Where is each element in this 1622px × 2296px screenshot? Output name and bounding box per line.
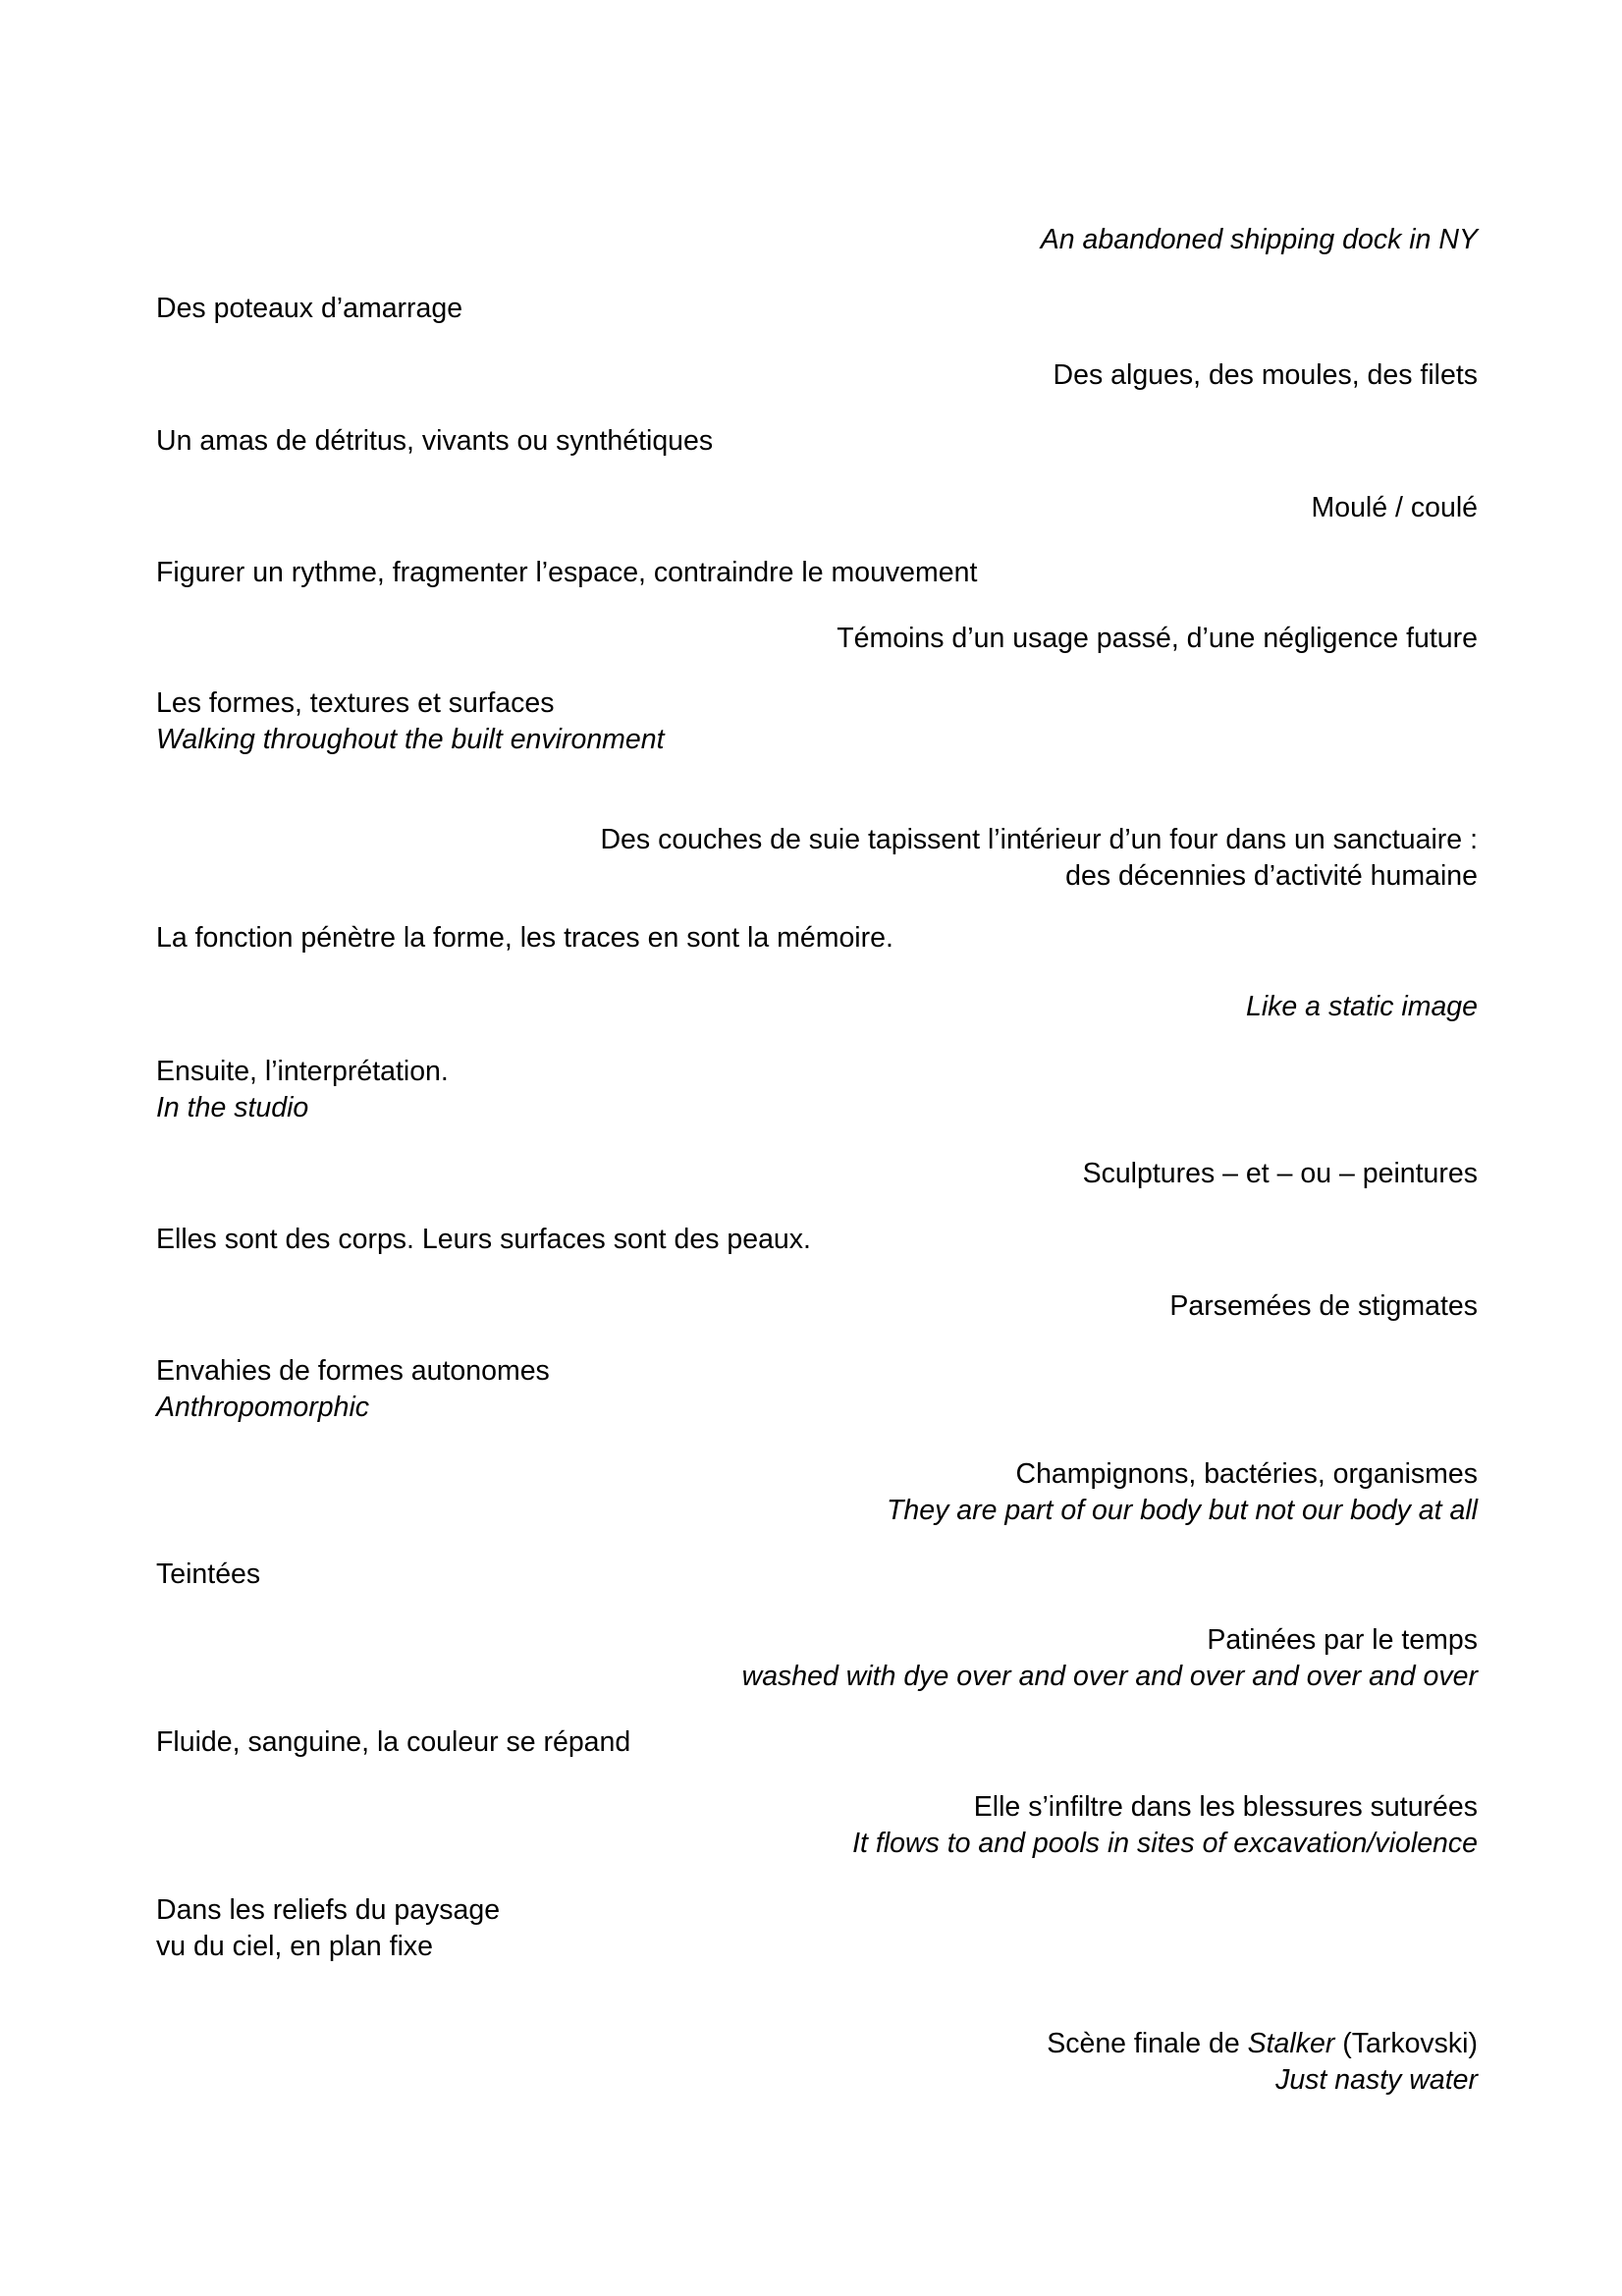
text-line: Like a static image [1245,991,1478,1022]
text-line: Champignons, bactéries, organismes [1015,1458,1478,1490]
text-line: La fonction pénètre la forme, les traces en sont la mémoire. [156,922,893,954]
text-line: An abandoned shipping dock in NY [1040,224,1478,255]
film-title: Stalker [1247,2028,1335,2059]
text-block [156,1222,811,1258]
text-block [1054,357,1478,394]
text-block [1047,2026,1478,2099]
text-line: Figurer un rythme, fragmenter l’espace, contraindre le mouvement [156,557,978,588]
text-block [156,555,977,591]
text-block [887,1456,1478,1529]
text-block [1041,222,1478,258]
text-block [156,291,462,327]
text-line: Des couches de suie tapissent l’intérieur d’un four dans un sanctuaire : [600,824,1478,855]
text-block [837,621,1478,657]
text-block [742,1622,1478,1695]
text-line: Walking throughout the built environment [156,724,665,755]
text-line: Patinées par le temps [1207,1624,1478,1656]
text-block [1246,989,1478,1025]
text-line: They are part of our body but not our body at all [886,1495,1478,1526]
text-line: des décennies d’activité humaine [1065,860,1478,892]
text-block [156,423,713,460]
text-line: It flows to and pools in sites of excavation/violence [852,1828,1478,1859]
text-line: Sculptures – et – ou – peintures [1082,1158,1478,1189]
text-line: In the studio [156,1092,309,1123]
text-block [852,1789,1478,1862]
text-block [1083,1156,1478,1192]
text-block [156,1892,500,1965]
text-block [156,1054,449,1126]
text-line: Elles sont des corps. Leurs surfaces sont des peaux. [156,1224,811,1255]
text-line: washed with dye over and over and over and over and over [741,1661,1478,1692]
text-line: Des algues, des moules, des filets [1053,359,1478,391]
text-line: Un amas de détritus, vivants ou synthétiques [156,425,714,457]
text-block [156,1557,260,1593]
text-block [1311,490,1478,526]
text-line: Dans les reliefs du paysage [156,1894,501,1926]
text-block [600,822,1478,895]
text-line [1047,2026,1478,2062]
text-block [1169,1288,1478,1325]
text-line: Just nasty water [1275,2064,1478,2096]
text-line: Fluide, sanguine, la couleur se répand [156,1726,631,1758]
text-line: Parsemées de stigmates [1169,1290,1478,1322]
text-line: Les formes, textures et surfaces [156,687,555,719]
text-line: Moulé / coulé [1311,492,1478,523]
text-line: Des poteaux d’amarrage [156,293,463,324]
text-line: Elle s’infiltre dans les blessures suturées [973,1791,1478,1823]
text-block [156,685,665,758]
text-block [156,1353,550,1426]
text-line: Ensuite, l’interprétation. [156,1056,449,1087]
text-segment: Scène finale de [1047,2028,1248,2059]
text-line: vu du ciel, en plan fixe [156,1931,434,1962]
text-line: Anthropomorphic [156,1392,370,1423]
text-line: Envahies de formes autonomes [156,1355,550,1387]
text-block [156,920,893,957]
text-line: Teintées [156,1558,261,1590]
text-block [156,1724,630,1761]
text-line: Témoins d’un usage passé, d’une négligence future [837,623,1478,654]
text-segment: (Tarkovski) [1334,2028,1478,2059]
